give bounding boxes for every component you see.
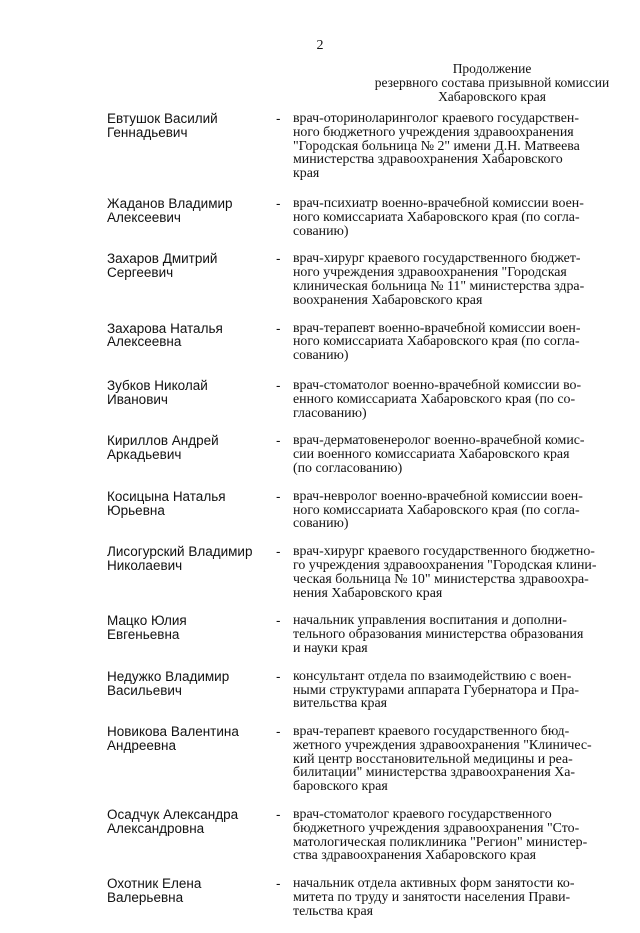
member-entry bbox=[0, 112, 640, 181]
member-name: Жаданов Владимир Алексеевич bbox=[107, 195, 233, 225]
header-line-2: резервного состава призывной комиссии bbox=[374, 75, 610, 90]
member-position: врач-невролог военно-врачебной комиссии воен- ного комиссариата Хабаровского края (по согла- сованию) bbox=[293, 488, 583, 532]
dash-separator: - bbox=[276, 807, 281, 823]
member-name: Новикова Валентина Андреевна bbox=[107, 724, 239, 753]
member-name: Кириллов Андрей Аркадьевич bbox=[107, 433, 219, 463]
dash-separator: - bbox=[276, 544, 281, 560]
member-entry bbox=[0, 545, 640, 600]
member-position: врач-терапевт военно-врачебной комиссии воен- ного комиссариата Хабаровского края (по согла- сованию) bbox=[293, 320, 581, 364]
member-entry bbox=[0, 322, 640, 363]
dash-separator: - bbox=[276, 111, 281, 126]
continuation-header bbox=[352, 62, 632, 104]
member-name: Косицына Наталья Юрьевна bbox=[107, 488, 226, 518]
member-entry bbox=[0, 614, 640, 655]
member-list bbox=[0, 112, 640, 933]
member-entry bbox=[0, 725, 640, 794]
dash-separator: - bbox=[276, 668, 281, 684]
dash-separator: - bbox=[276, 377, 281, 393]
member-name: Недужко Владимир Васильевич bbox=[107, 668, 230, 698]
dash-separator: - bbox=[276, 195, 281, 211]
member-name: Зубков Николай Иванович bbox=[107, 377, 208, 407]
header-line-3: Хабаровского края bbox=[438, 89, 546, 104]
dash-separator: - bbox=[276, 876, 281, 892]
dash-separator: - bbox=[276, 320, 281, 336]
member-entry bbox=[0, 877, 640, 918]
member-position: врач-дерматовенеролог военно-врачебной комис- сии военного комиссариата Хабаровского края (по согласованию) bbox=[293, 433, 585, 476]
header-line-1: Продолжение bbox=[452, 61, 532, 76]
member-position: врач-терапевт краевого государственного бюд- жетного учреждения здравоохранения "Клиничес- кий центр восстановительной медицины и реа- билитации" министерства здравоохранения Ха- баровского края bbox=[293, 724, 592, 795]
member-name: Захарова Наталья Алексеевна bbox=[107, 320, 223, 350]
member-name: Евтушок Василий Геннадьевич bbox=[107, 111, 218, 140]
dash-separator: - bbox=[276, 251, 281, 267]
member-position: врач-стоматолог краевого государственного бюджетного учреждения здравоохранения "Сто- матологическая поликлиника "Регион" министер- ства здравоохранения Хабаровского края bbox=[293, 807, 588, 864]
dash-separator: - bbox=[276, 613, 281, 629]
member-entry bbox=[0, 379, 640, 420]
page-number: 2 bbox=[316, 38, 324, 53]
member-name: Охотник Елена Валерьевна bbox=[107, 876, 202, 906]
member-position: врач-хирург краевого государственного бюджет- ного учреждения здравоохранения "Городская клиническая больница № 11" министерства здра- воохранения Хабаровского края bbox=[293, 251, 585, 308]
member-entry bbox=[0, 670, 640, 711]
dash-separator: - bbox=[276, 488, 281, 504]
member-position: врач-хирург краевого государственного бюджетно- го учреждения здравоохранения "Городская клини- ческая больница № 10" министерства здравоохра- нения Хабаровского края bbox=[293, 544, 597, 601]
member-entry bbox=[0, 490, 640, 531]
member-name: Лисогурский Владимир Николаевич bbox=[107, 544, 253, 573]
dash-separator: - bbox=[276, 724, 281, 740]
member-entry bbox=[0, 252, 640, 307]
dash-separator: - bbox=[276, 433, 281, 449]
member-name: Осадчук Александра Александровна bbox=[107, 807, 239, 836]
member-entry bbox=[0, 197, 640, 238]
member-name: Захаров Дмитрий Сергеевич bbox=[107, 251, 218, 281]
member-position: врач-стоматолог военно-врачебной комиссии во- енного комиссариата Хабаровского края (по со- гласованию) bbox=[293, 377, 582, 421]
member-entry bbox=[0, 808, 640, 863]
member-entry bbox=[0, 434, 640, 475]
member-position: врач-психиатр военно-врачебной комиссии воен- ного комиссариата Хабаровского края (по согла- сованию) bbox=[293, 195, 584, 239]
member-position: врач-оториноларинголог краевого государствен- ного бюджетного учреждения здравоохранения "Городская больница № 2" имени Д.Н. Матвеева министерства здравоохранения Хабаровского края bbox=[293, 111, 580, 182]
member-name: Мацко Юлия Евгеньевна bbox=[107, 613, 187, 643]
member-position: начальник управления воспитания и дополни- тельного образования министерства образования и науки края bbox=[293, 613, 584, 656]
member-position: консультант отдела по взаимодействию с воен- ными структурами аппарата Губернатора и Пра- вительства края bbox=[293, 668, 580, 712]
member-position: начальник отдела активных форм занятости ко- митета по труду и занятости населения Прави- тельства края bbox=[293, 876, 575, 919]
